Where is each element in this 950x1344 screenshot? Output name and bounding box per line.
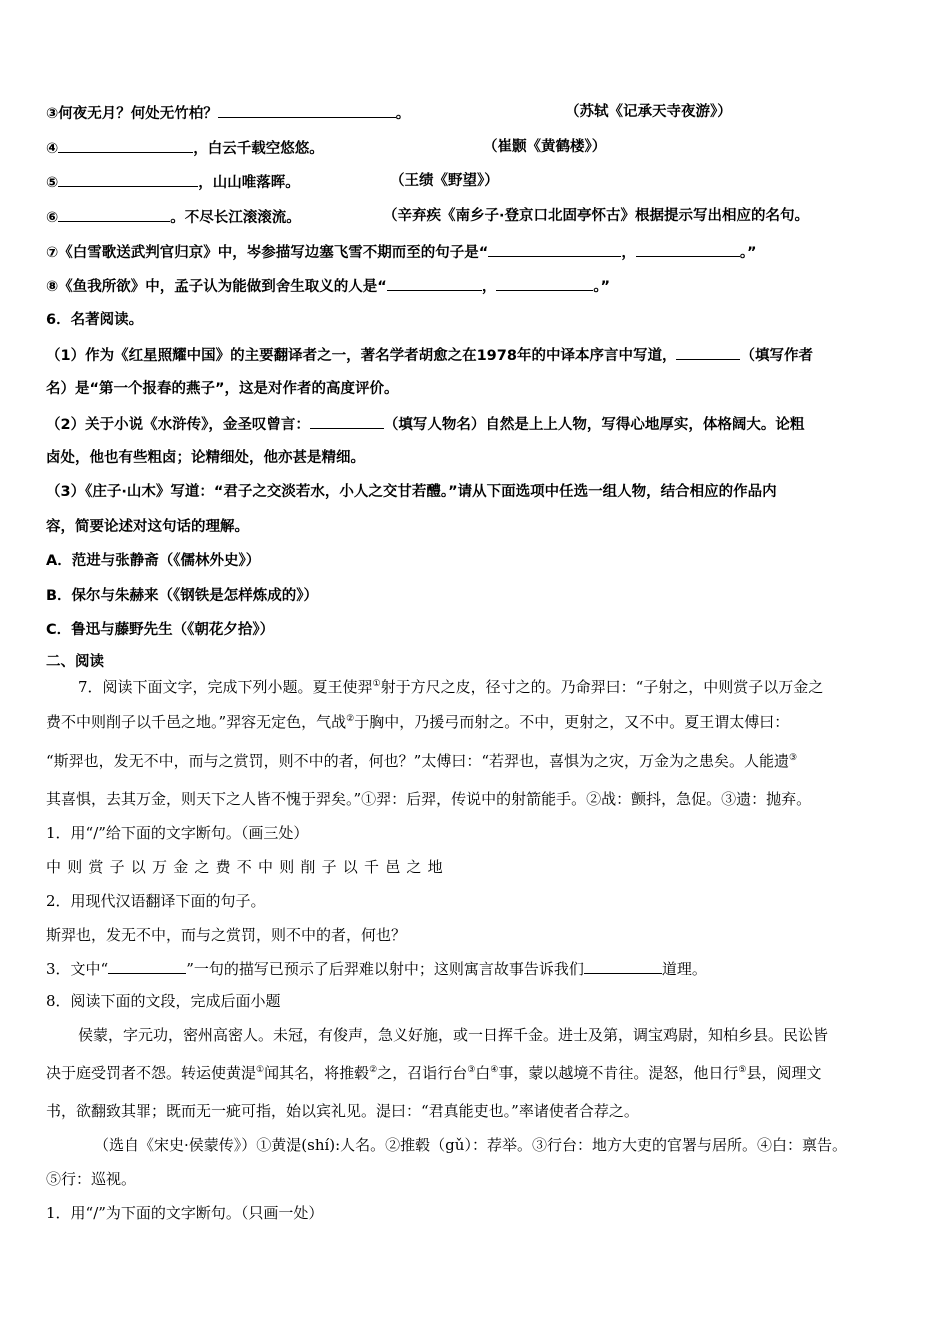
answer-blank[interactable] <box>108 958 186 974</box>
q7-sub3-text: ”一句的描写已预示了后羿难以射中；这则寓言故事告诉我们 <box>186 960 584 978</box>
poem-line-8 <box>46 275 610 297</box>
q6-part3-line1: （3）《庄子·山木》写道：“君子之交淡若水，小人之交甘若醴。”请从下面选项中任选一组人物，结合相应的作品内 <box>46 484 777 500</box>
poem-line-6-num: ⑥ <box>46 210 59 226</box>
q7-sub2-text: 斯羿也，发无不中，而与之赏罚，则不中的者，何也？ <box>46 926 407 944</box>
q6-part1-line1 <box>46 344 813 366</box>
section-title: 二、阅读 <box>46 654 104 670</box>
poem-line-6-source: （辛弃疾《南乡子·登京口北固亭怀古》根据提示写出相应的名句。 <box>383 208 810 224</box>
q6-option-a: A．范进与张静斋（《儒林外史》） <box>46 553 261 569</box>
footnote-mark: ① <box>256 1065 265 1075</box>
q6-part2-line2: 卤处，他也有些粗卤；论精细处，他亦甚是精细。 <box>46 450 365 466</box>
q7-passage-line2 <box>46 712 789 732</box>
footnote-mark: ③ <box>467 1065 476 1075</box>
q7-text: 于胸中，乃援弓而射之。不中，更射之，又不中。夏王谓太傅曰： <box>354 713 790 731</box>
poem-line-5 <box>46 171 300 193</box>
poem-line-4-text: ，白云千载空悠悠。 <box>193 141 324 157</box>
q7-text: 7．阅读下面文字，完成下列小题。夏王使羿 <box>78 678 373 696</box>
q8-text: 白 <box>475 1064 491 1082</box>
poem-line-7-text: ⑦《白雪歌送武判官归京》中，岑参描写边塞飞雪不期而至的句子是“ <box>46 245 489 261</box>
answer-blank[interactable] <box>488 241 621 257</box>
answer-blank[interactable] <box>676 344 740 360</box>
q7-sub2: 2．用现代汉语翻译下面的句子。 <box>46 892 266 910</box>
answer-blank[interactable] <box>636 241 740 257</box>
footnote-mark: ③ <box>789 753 798 763</box>
q6-part1-text: （1）作为《红星照耀中国》的主要翻译者之一，著名学者胡愈之在1978年的中译本序言中写道， <box>46 348 677 364</box>
q7-passage-line1 <box>78 677 823 697</box>
q6-part2-hint: （填写人物名）自然是上上人物，写得心地厚实，体格阔大。论粗 <box>383 417 805 433</box>
q7-sub1: 1．用“/”给下面的文字断句。（画三处） <box>46 824 309 842</box>
footnote-mark: ② <box>346 714 355 724</box>
poem-line-4 <box>46 137 324 159</box>
poem-line-7 <box>46 241 757 263</box>
q6-part3-line2: 容，简要论述对这句话的理解。 <box>46 519 249 535</box>
poem-line-3-end: 。 <box>395 106 411 122</box>
footnote-mark: ⑤ <box>738 1065 747 1075</box>
q8-text: 县，阅理文 <box>746 1064 822 1082</box>
poem-line-5-source: （王绩《野望》） <box>390 173 499 189</box>
q8-passage-line3: 书，欲翻致其罪；既而无一疵可指，始以宾礼见。湜曰：“君真能吏也。”率诸使者合荐之。 <box>46 1102 639 1120</box>
q7-passage-line4: 其喜惧，去其万金，则天下之人皆不愧于羿矣。”①羿：后羿，传说中的射箭能手。②战：颤抖，急促。③遗：抛弃。 <box>46 790 812 808</box>
q8-text: 决于庭受罚者不怨。转运使黄湜 <box>46 1064 257 1082</box>
poem-line-8-text: ⑧《鱼我所欲》中，孟子认为能做到舍生取义的人是“ <box>46 279 387 295</box>
q7-text: 费不中则削子以千邑之地。”羿容无定色，气战 <box>46 713 347 731</box>
poem-line-3-text: ③何夜无月？何处无竹柏？ <box>46 106 218 122</box>
q8-title: 8．阅读下面的文段，完成后面小题 <box>46 992 281 1010</box>
q8-passage-line1: 侯蒙，字元功，密州高密人。未冠，有俊声，急义好施，或一日挥千金。进士及第，调宝鸡尉，知柏乡县。民讼皆 <box>78 1026 829 1044</box>
q6-part1-line2: 名）是“第一个报春的燕子”，这是对作者的高度评价。 <box>46 381 399 397</box>
q8-source-notes: （选自《宋史·侯蒙传》）①黄湜(shí):人名。②推毂（gǔ）：荐举。③行台：地方大吏的官署与居所。④白：禀告。 <box>94 1136 847 1154</box>
q8-notes-end: ⑤行：巡视。 <box>46 1170 137 1188</box>
poem-line-7-comma: ， <box>621 245 636 261</box>
answer-blank[interactable] <box>310 413 384 429</box>
q7-text: 射于方尺之皮，径寸之的。乃命羿曰：“子射之，中则赏子以万金之 <box>380 678 824 696</box>
q6-option-b: B．保尔与朱赫来（《钢铁是怎样炼成的》） <box>46 588 319 604</box>
answer-blank[interactable] <box>58 171 198 187</box>
poem-line-8-end: 。” <box>593 279 611 295</box>
poem-line-7-end: 。” <box>739 245 757 261</box>
poem-line-4-source: （崔颢《黄鹤楼》） <box>483 139 607 155</box>
answer-blank[interactable] <box>58 206 170 222</box>
q7-text: “斯羿也，发无不中，而与之赏罚，则不中的者，何也？”太傅曰：“若羿也，喜惧为之灾，万金为之患矣。人能遗 <box>46 752 790 770</box>
q6-title: 6．名著阅读。 <box>46 312 144 328</box>
q8-sub1: 1．用“/”为下面的文字断句。（只画一处） <box>46 1204 324 1222</box>
footnote-mark: ① <box>372 679 381 689</box>
poem-line-5-num: ⑤ <box>46 175 59 191</box>
q6-option-c: C．鲁迅与藤野先生（《朝花夕拾》） <box>46 622 275 638</box>
q7-passage-line3 <box>46 751 797 771</box>
q6-part1-hint: （填写作者 <box>740 348 813 364</box>
q8-text: 事，蒙以越境不肯往。湜怒，他日行 <box>498 1064 739 1082</box>
poem-line-4-num: ④ <box>46 141 59 157</box>
q8-text: 之，召诣行台 <box>377 1064 468 1082</box>
poem-line-5-text: ，山山唯落晖。 <box>198 175 300 191</box>
poem-line-6-text: 。不尽长江滚滚流。 <box>170 210 301 226</box>
answer-blank[interactable] <box>58 137 193 153</box>
poem-line-8-comma: ， <box>481 279 497 295</box>
q7-sub3-text: 3．文中“ <box>46 960 109 978</box>
q7-sub1-text: 中则赏子以万金之费不中则削子以千邑之地 <box>46 858 449 876</box>
q7-sub3-end: 道理。 <box>661 960 707 978</box>
q6-part2-line1 <box>46 413 804 435</box>
poem-line-6 <box>46 206 301 228</box>
q8-text: 闻其名，将推毂 <box>264 1064 370 1082</box>
footnote-mark: ② <box>369 1065 378 1075</box>
poem-line-3-source: （苏轼《记承天寺夜游》） <box>565 104 732 120</box>
answer-blank[interactable] <box>496 275 593 291</box>
poem-line-3 <box>46 102 410 124</box>
answer-blank[interactable] <box>218 102 396 118</box>
q6-part2-text: （2）关于小说《水浒传》，金圣叹曾言： <box>46 417 310 433</box>
q8-passage-line2 <box>46 1063 821 1083</box>
footnote-mark: ④ <box>490 1065 499 1075</box>
answer-blank[interactable] <box>584 958 662 974</box>
q7-sub3 <box>46 958 707 979</box>
answer-blank[interactable] <box>387 275 482 291</box>
